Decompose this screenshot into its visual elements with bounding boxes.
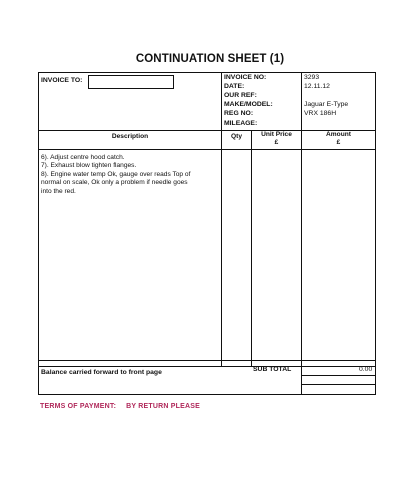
payment-terms xyxy=(40,403,200,410)
description-line: 6). Adjust centre hood catch. xyxy=(41,154,125,161)
subtotal-value: 0.00 xyxy=(359,366,373,373)
description-line: 7). Exhaust blow tighten flanges. xyxy=(41,162,137,170)
balance-carried-forward-label: Balance carried forward to front page xyxy=(41,369,162,376)
page-title: CONTINUATION SHEET (1) xyxy=(135,53,285,65)
date-label: DATE: xyxy=(224,83,245,90)
make-model-label: MAKE/MODEL: xyxy=(224,101,273,108)
description-line: 8). Engine water temp Ok, gauge over reads Top of xyxy=(41,170,191,178)
invoice-to-label: INVOICE TO: xyxy=(41,77,83,84)
invoice-form xyxy=(38,72,376,395)
vat-rule xyxy=(301,384,375,385)
header-divider-right xyxy=(301,73,302,130)
header-divider-left xyxy=(221,73,222,130)
invoice-to-redacted-box xyxy=(88,75,174,89)
col-divider-qty-price xyxy=(251,130,252,367)
qty-column-header: Qty xyxy=(231,133,242,140)
totals-top-rule xyxy=(39,366,375,367)
table-bottom-rule xyxy=(39,360,375,361)
amount-column-header: Amount xyxy=(326,131,351,138)
make-model-value: Jaguar E-Type xyxy=(304,101,349,108)
column-header-rule xyxy=(39,149,375,150)
mileage-label: MILEAGE: xyxy=(224,120,258,127)
terms-label: TERMS OF PAYMENT: xyxy=(40,403,117,410)
col-divider-desc-qty xyxy=(221,130,222,367)
description-line: normal on scale, Ok only a problem if needle goes xyxy=(41,179,188,187)
unit-price-currency: £ xyxy=(274,139,279,146)
reg-no-value: VRX 186H xyxy=(304,110,337,117)
unit-price-column-header: Unit Price xyxy=(261,131,292,138)
description-cell xyxy=(41,154,190,196)
description-line: into the red. xyxy=(41,187,76,195)
reg-no-label: REG NO: xyxy=(224,110,254,117)
subtotal-label: SUB TOTAL xyxy=(253,366,292,373)
subtotal-rule xyxy=(301,375,375,376)
col-divider-price-amount xyxy=(301,130,302,395)
description-column-header: Description xyxy=(111,133,149,140)
date-value: 12.11.12 xyxy=(304,83,330,90)
terms-value: BY RETURN PLEASE xyxy=(126,403,201,410)
invoice-no-label: INVOICE NO: xyxy=(224,74,267,81)
our-ref-label: OUR REF: xyxy=(224,92,257,99)
amount-currency: £ xyxy=(336,139,341,146)
invoice-no-value: 3293 xyxy=(304,74,320,81)
